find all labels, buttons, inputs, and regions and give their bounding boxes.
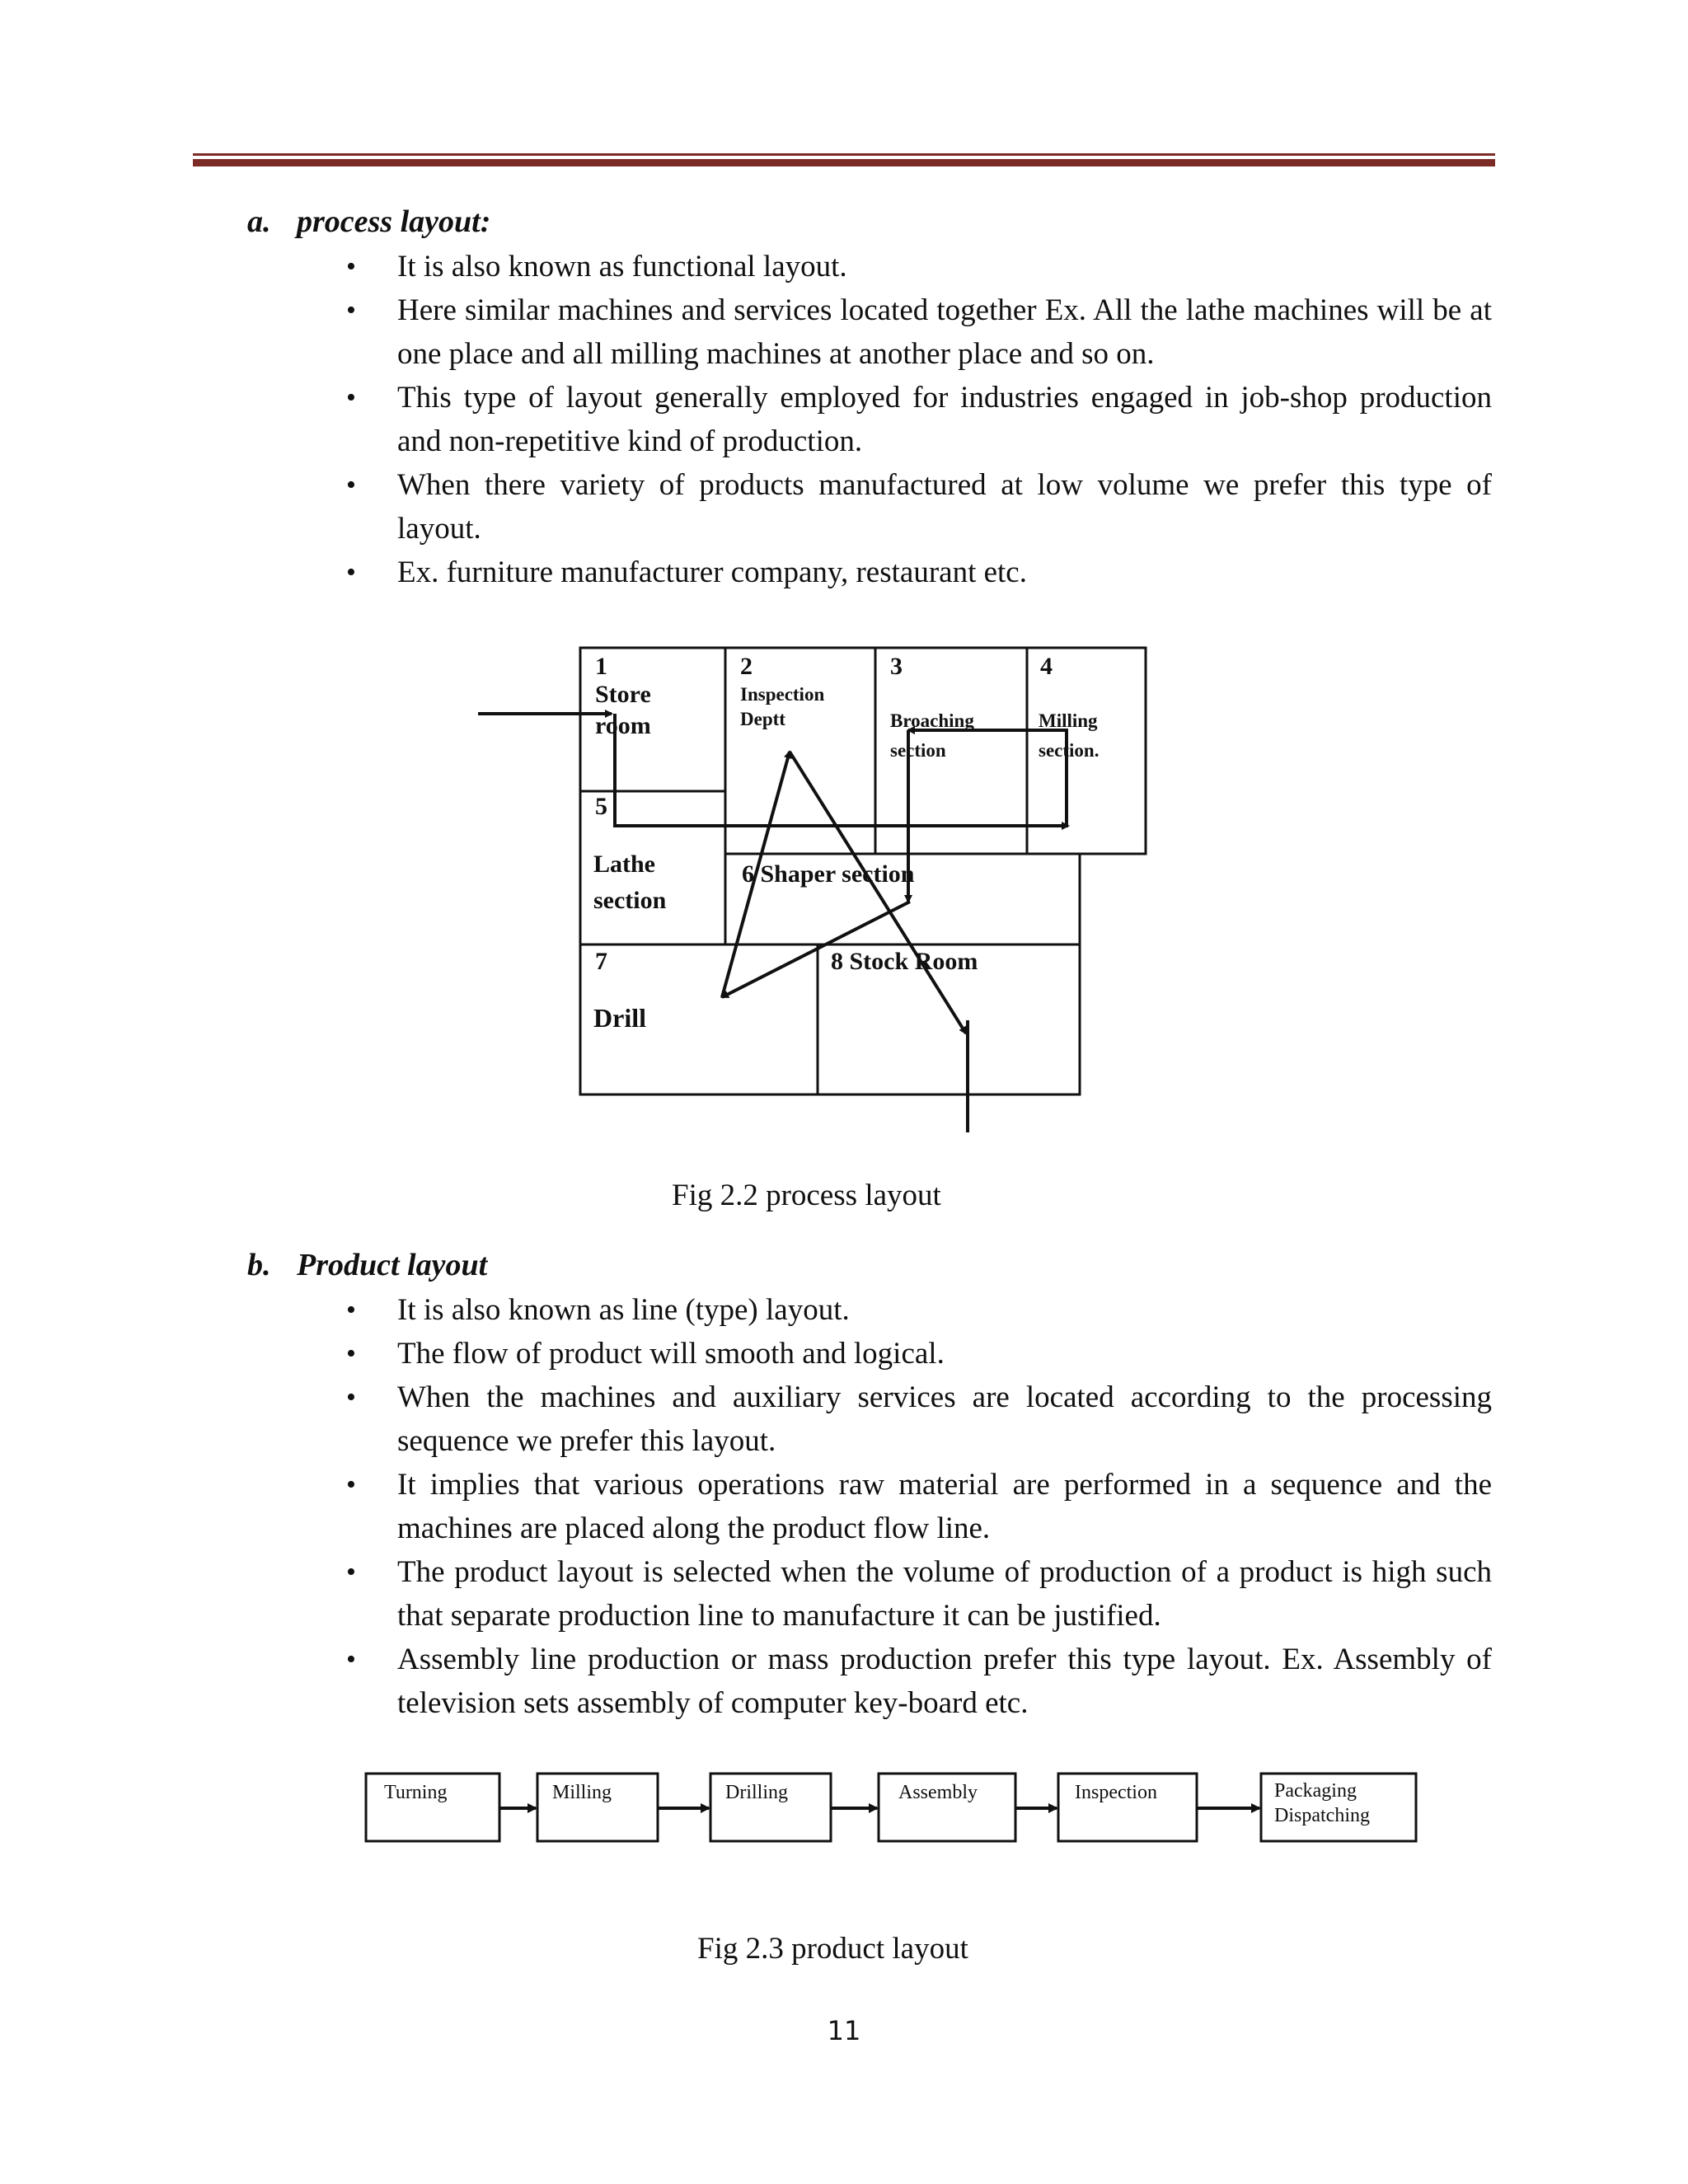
list-item: • It is also known as line (type) layout. [346,1288,1492,1332]
cell-3-name-line2: section [890,740,946,761]
section-b-letter: b. [247,1248,271,1282]
list-item: • When there variety of products manufactured at low volume we prefer this type of layout. [346,463,1492,551]
cell-7-name: Drill [593,1003,646,1033]
page-number: 11 [827,2015,861,2046]
cell-5-name-line1: Lathe [593,851,655,878]
process-step-labels [384,1780,1370,1826]
list-item: • This type of layout generally employed for industries engaged in job-shop production and non-repetitive kind of production. [346,376,1492,463]
step-packaging-label: Packaging [1274,1780,1357,1802]
fig-2-3-caption: Fig 2.3 product layout [697,1932,968,1966]
list-item: • The product layout is selected when the volume of production of a product is high such that separate production line to manufacture it can be justified. [346,1550,1492,1638]
cell-1-name-line2: room [595,712,651,739]
list-item: • Assembly line production or mass production prefer this type layout. Ex. Assembly of television sets assembly of computer key-board etc. [346,1638,1492,1725]
cell-4-name-line2: section. [1039,740,1100,761]
list-item: • It implies that various operations raw material are performed in a sequence and the machines are placed along the product flow line. [346,1463,1492,1550]
cell-4-number: 4 [1040,653,1053,680]
cell-5-number: 5 [595,793,607,820]
cell-1-number: 1 [595,653,607,680]
step-milling-label: Milling [552,1782,612,1803]
list-item: • Ex. furniture manufacturer company, restaurant etc. [346,551,1492,594]
step-dispatching-label: Dispatching [1274,1805,1370,1826]
step-turning-label: Turning [384,1782,448,1803]
cell-2-name-line2: Deptt [740,709,785,729]
step-drilling-label: Drilling [725,1782,788,1803]
cell-4-name-line1: Milling [1039,710,1098,731]
list-item: • The flow of product will smooth and logical. [346,1332,1492,1376]
section-a-title: process layout: [297,204,491,239]
cell-8-label: 8 Stock Room [831,948,978,975]
cell-6-label: 6 Shaper section [742,860,915,888]
list-item: • When the machines and auxiliary services are located according to the processing sequence we prefer this layout. [346,1376,1492,1463]
cell-3-name-line1: Broaching [890,710,974,731]
list-item: • Here similar machines and services located together Ex. All the lathe machines will be at one place and all milling machines at another place and so on. [346,288,1492,376]
cell-5-name-line2: section [593,887,667,914]
cell-1-name-line1: Store [595,681,651,708]
section-b-title: Product layout [297,1248,488,1282]
cell-2-number: 2 [740,653,753,680]
fig-2-2-caption: Fig 2.2 process layout [672,1179,941,1212]
cell-2-name-line1: Inspection [740,684,825,705]
section-a-letter: a. [247,204,271,239]
step-inspection-label: Inspection [1075,1782,1157,1803]
list-item: • It is also known as functional layout. [346,245,1492,288]
cell-3-number: 3 [890,653,903,680]
step-assembly-label: Assembly [898,1782,978,1803]
cell-7-number: 7 [595,948,607,975]
